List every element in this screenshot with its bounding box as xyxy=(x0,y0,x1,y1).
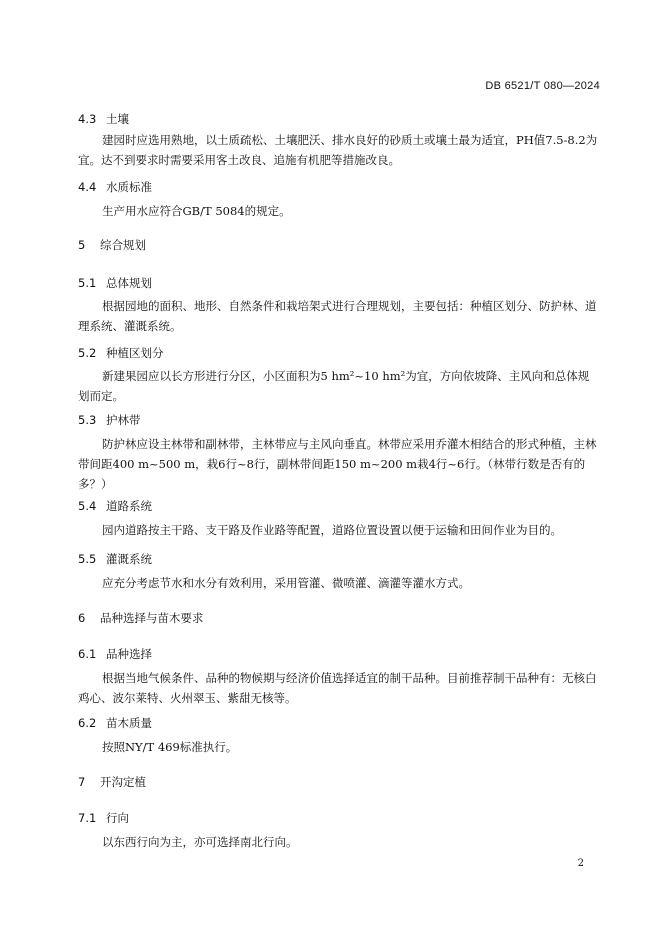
section-heading-5: 5 综合规划 xyxy=(78,238,146,252)
section-heading-5-2: 5.2 种植区划分 xyxy=(78,346,164,360)
paragraph-irrigation: 应充分考虑节水和水分有效利用，采用管灌、微喷灌、滴灌等灌水方式。 xyxy=(102,576,470,590)
section-heading-5-4: 5.4 道路系统 xyxy=(78,499,152,513)
document-code: DB 6521/T 080—2024 xyxy=(485,80,600,92)
page-number: 2 xyxy=(577,858,584,869)
section-heading-5-1: 5.1 总体规划 xyxy=(78,276,152,290)
section-heading-7: 7 开沟定植 xyxy=(78,775,146,789)
paragraph-shelterbelt: 防护林应设主林带和副林带，主林带应与主风向垂直。林带应采用乔灌木相结合的形式种植，主林带间距400 m~500 m，栽6行~8行，副林带间距150 m~200 m栽4行~6行。（林带行数是否有的多？） xyxy=(78,437,597,491)
paragraph-row-direction: 以东西行向为主，亦可选择南北行向。 xyxy=(102,835,298,849)
section-heading-4-3: 4.3 土壤 xyxy=(78,112,129,126)
section-heading-6-1: 6.1 品种选择 xyxy=(78,647,152,661)
section-heading-6-2: 6.2 苗木质量 xyxy=(78,716,152,730)
section-heading-7-1: 7.1 行向 xyxy=(78,811,129,825)
paragraph-planting-zones: 新建果园应以长方形进行分区，小区面积为5 hm²~10 hm²为宜，方向依坡降、主风向和总体规划而定。 xyxy=(78,369,590,403)
section-heading-5-5: 5.5 灌溉系统 xyxy=(78,552,152,566)
paragraph-variety-selection: 根据当地气候条件、品种的物候期与经济价值选择适宜的制干品种。目前推荐制干品种有：无核白鸡心、波尔莱特、火州翠玉、紫甜无核等。 xyxy=(78,671,597,705)
paragraph-water-quality: 生产用水应符合GB/T 5084的规定。 xyxy=(102,204,291,218)
paragraph-soil: 建园时应选用熟地，以土质疏松、土壤肥沃、排水良好的砂质土或壤土最为适宜，PH值7.5-8.2为宜。达不到要求时需要采用客土改良、追施有机肥等措施改良。 xyxy=(78,133,598,167)
section-heading-6: 6 品种选择与苗木要求 xyxy=(78,611,204,625)
section-heading-5-3: 5.3 护林带 xyxy=(78,413,141,427)
paragraph-seedling-quality: 按照NY/T 469标准执行。 xyxy=(102,740,238,754)
section-heading-4-4: 4.4 水质标准 xyxy=(78,180,152,194)
paragraph-overall-plan: 根据园地的面积、地形、自然条件和栽培架式进行合理规划，主要包括：种植区划分、防护林、道理系统、灌溉系统。 xyxy=(78,299,597,333)
paragraph-road-system: 园内道路按主干路、支干路及作业路等配置，道路位置设置以便于运输和田间作业为目的。 xyxy=(102,523,562,537)
